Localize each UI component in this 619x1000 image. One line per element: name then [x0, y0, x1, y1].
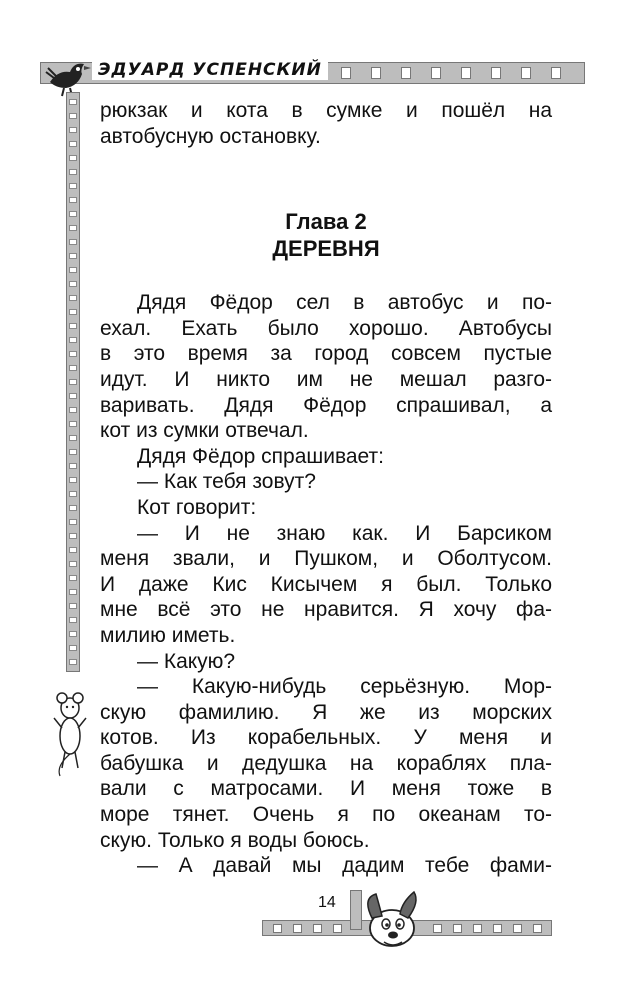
text-line: бабушка и дедушка на кораблях пла- — [100, 751, 552, 775]
text-line: — А давай мы дадим тебе фами- — [137, 854, 552, 878]
film-hole — [371, 67, 381, 79]
film-hole — [69, 631, 77, 637]
text-line: кот из сумки отвечал. — [100, 419, 309, 443]
film-hole — [433, 924, 442, 933]
film-hole — [69, 533, 77, 539]
film-hole — [69, 505, 77, 511]
film-hole — [69, 477, 77, 483]
text-line: в это время за город совсем пустые — [100, 342, 552, 366]
film-hole — [551, 67, 561, 79]
text-line: вали с матросами. И меня тоже в — [100, 777, 552, 801]
film-hole — [69, 323, 77, 329]
film-hole — [341, 67, 351, 79]
film-hole — [69, 659, 77, 665]
film-hole — [69, 211, 77, 217]
film-hole — [69, 281, 77, 287]
film-hole — [69, 491, 77, 497]
film-hole — [401, 67, 411, 79]
text-line: Дядя Фёдор сел в автобус и по- — [137, 291, 552, 315]
text-line: меня звали, и Пушком, и Оболтусом. — [100, 547, 552, 571]
film-hole — [69, 127, 77, 133]
text-block — [100, 98, 552, 879]
text-line: Дядя Фёдор спрашивает: — [137, 444, 384, 468]
film-hole — [69, 99, 77, 105]
film-hole — [69, 393, 77, 399]
text-line: — И не знаю как. И Барсиком — [137, 521, 552, 545]
film-hole — [313, 924, 322, 933]
film-hole — [493, 924, 502, 933]
film-hole — [431, 67, 441, 79]
film-hole — [69, 463, 77, 469]
film-hole — [69, 575, 77, 581]
film-hole — [69, 141, 77, 147]
film-hole — [453, 924, 462, 933]
film-hole — [69, 617, 77, 623]
film-hole — [69, 547, 77, 553]
text-line: мне всё это не нравится. Я хочу фа- — [100, 598, 552, 622]
film-hole — [69, 645, 77, 651]
page-number: 14 — [318, 894, 336, 911]
text-line: И даже Кис Кисычем я был. Только — [100, 572, 552, 596]
film-hole — [69, 183, 77, 189]
text-line: ехал. Ехать было хорошо. Автобусы — [100, 316, 552, 340]
text-line: рюкзак и кота в сумке и пошёл на — [100, 99, 552, 122]
film-hole — [69, 337, 77, 343]
film-hole — [69, 169, 77, 175]
film-hole — [333, 924, 342, 933]
film-hole — [513, 924, 522, 933]
film-hole — [69, 449, 77, 455]
film-hole — [69, 197, 77, 203]
film-hole — [293, 924, 302, 933]
text-line: скую фамилию. Я же из морских — [100, 700, 552, 724]
text-line: идут. И никто им не мешал разго- — [100, 367, 552, 391]
film-hole — [273, 924, 282, 933]
film-hole — [69, 239, 77, 245]
dog-icon — [358, 888, 424, 954]
mouse-icon — [50, 688, 90, 778]
text-line: автобусную остановку. — [100, 124, 321, 148]
film-hole — [69, 561, 77, 567]
film-hole — [69, 603, 77, 609]
text-line: Кот говорит: — [137, 495, 257, 519]
chapter-title: Глава 2 — [285, 209, 367, 235]
text-line: — Какую-нибудь серьёзную. Мор- — [137, 675, 552, 699]
film-hole — [69, 295, 77, 301]
film-hole — [69, 589, 77, 595]
film-hole — [69, 267, 77, 273]
film-hole — [69, 407, 77, 413]
film-hole — [69, 225, 77, 231]
film-hole — [69, 421, 77, 427]
text-line: милию иметь. — [100, 623, 236, 647]
film-hole — [69, 435, 77, 441]
text-line: — Какую? — [137, 649, 236, 673]
film-hole — [533, 924, 542, 933]
film-hole — [491, 67, 501, 79]
film-hole — [69, 155, 77, 161]
film-hole — [473, 924, 482, 933]
film-hole — [69, 519, 77, 525]
chapter-subtitle: ДЕРЕВНЯ — [272, 236, 380, 262]
left-film-strip — [66, 92, 80, 672]
film-hole — [69, 379, 77, 385]
text-line: скую. Только я воды боюсь. — [100, 828, 370, 852]
text-line: — Как тебя зовут? — [137, 470, 316, 494]
author-name: ЭДУАРД УСПЕНСКИЙ — [92, 60, 328, 80]
film-hole — [69, 309, 77, 315]
film-hole — [69, 351, 77, 357]
film-hole — [69, 365, 77, 371]
film-hole — [461, 67, 471, 79]
film-hole — [521, 67, 531, 79]
film-hole — [69, 113, 77, 119]
text-line: варивать. Дядя Фёдор спрашивал, а — [100, 393, 552, 417]
text-line: котов. Из корабельных. У меня и — [100, 726, 552, 750]
text-line: море тянет. Очень я по океанам то- — [100, 803, 552, 827]
film-hole — [69, 253, 77, 259]
